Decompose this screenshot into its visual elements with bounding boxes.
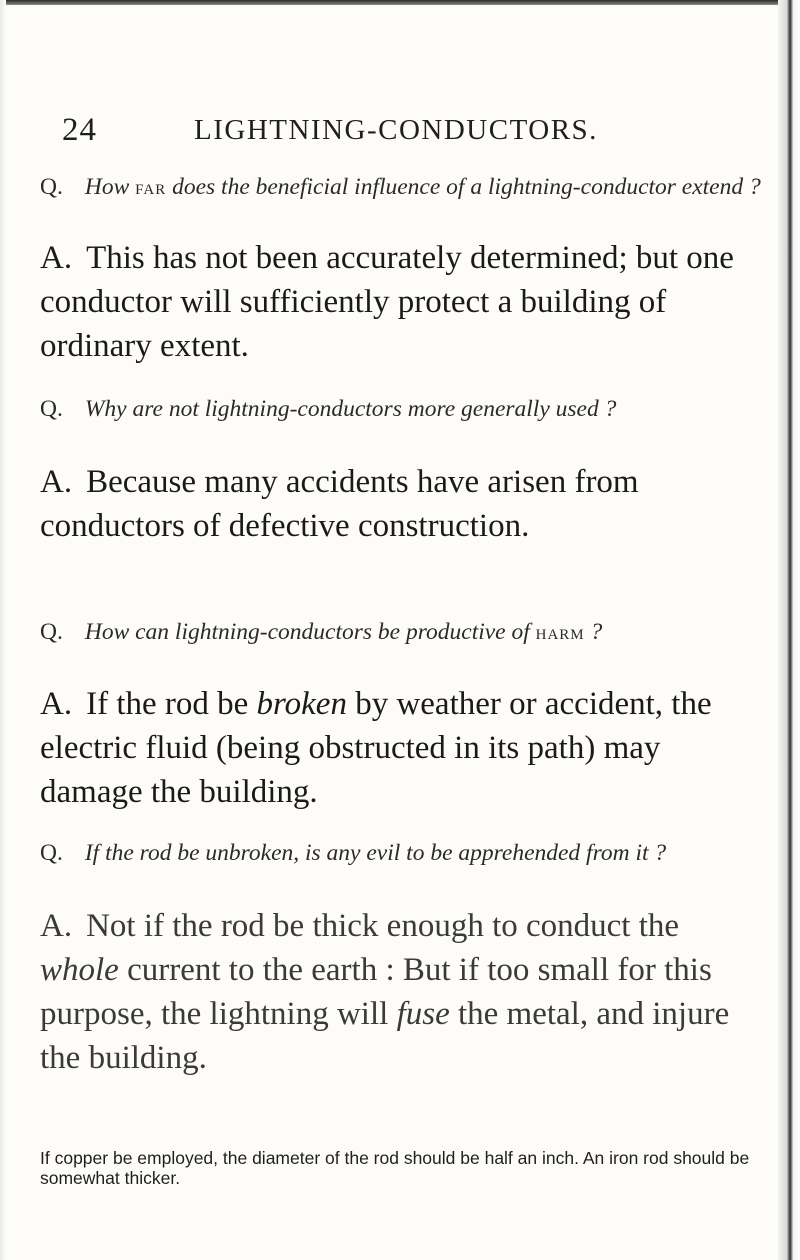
question-prefix: Q. xyxy=(40,619,63,645)
answer-prefix: A. xyxy=(40,464,73,500)
question-emphasis: far xyxy=(135,175,167,199)
question-text: How xyxy=(84,174,136,200)
running-head: LIGHTNING-CONDUCTORS. xyxy=(194,114,598,146)
answer-4 xyxy=(40,904,762,1080)
answer-text: Not if the rod be thick enough to conduct the xyxy=(86,908,680,944)
answer-text: If the rod be xyxy=(86,686,257,722)
question-4 xyxy=(40,838,762,869)
answer-1 xyxy=(40,236,762,368)
question-text: How can lightning-conductors be productive of xyxy=(84,619,536,645)
answer-text: the metal, and injure the building. xyxy=(40,996,730,1076)
question-text: If the rod be unbroken, is any evil to be apprehended from it ? xyxy=(84,840,667,866)
answer-prefix: A. xyxy=(40,686,73,722)
page-body xyxy=(40,0,762,1260)
answer-text: This has not been accurately determined; but one conductor will sufficiently protect a building of ordinary extent. xyxy=(40,240,734,364)
question-prefix: Q. xyxy=(40,840,63,866)
question-2 xyxy=(40,394,762,425)
answer-3 xyxy=(40,682,762,814)
question-text: ? xyxy=(584,619,603,645)
answer-emphasis: whole xyxy=(40,952,119,988)
question-3 xyxy=(40,617,762,648)
answer-emphasis: fuse xyxy=(396,996,450,1032)
answer-prefix: A. xyxy=(40,908,73,944)
answer-2 xyxy=(40,460,762,548)
question-prefix: Q. xyxy=(40,396,63,422)
answer-text: current to the earth : But if too small for this purpose, the lightning will xyxy=(40,952,712,1032)
question-prefix: Q. xyxy=(40,174,63,200)
question-text: does the beneficial influence of a lightning-conductor extend ? xyxy=(166,174,761,200)
footnote: If copper be employed, the diameter of the rod should be half an inch. An iron rod should be somewhat thicker. xyxy=(40,1148,750,1188)
page-left-edge xyxy=(0,0,6,1260)
answer-emphasis: broken xyxy=(256,686,347,722)
answer-text: Because many accidents have arisen from conductors of defective construction. xyxy=(40,464,639,544)
answer-text: by weather or accident, the electric fluid (being obstructed in its path) may damage the building. xyxy=(40,686,712,810)
book-binding-edge xyxy=(778,0,800,1260)
question-text: Why are not lightning-conductors more generally used ? xyxy=(84,396,617,422)
question-emphasis: harm xyxy=(535,620,585,644)
question-1 xyxy=(40,172,762,203)
page-number: 24 xyxy=(62,112,97,148)
answer-prefix: A. xyxy=(40,240,73,276)
